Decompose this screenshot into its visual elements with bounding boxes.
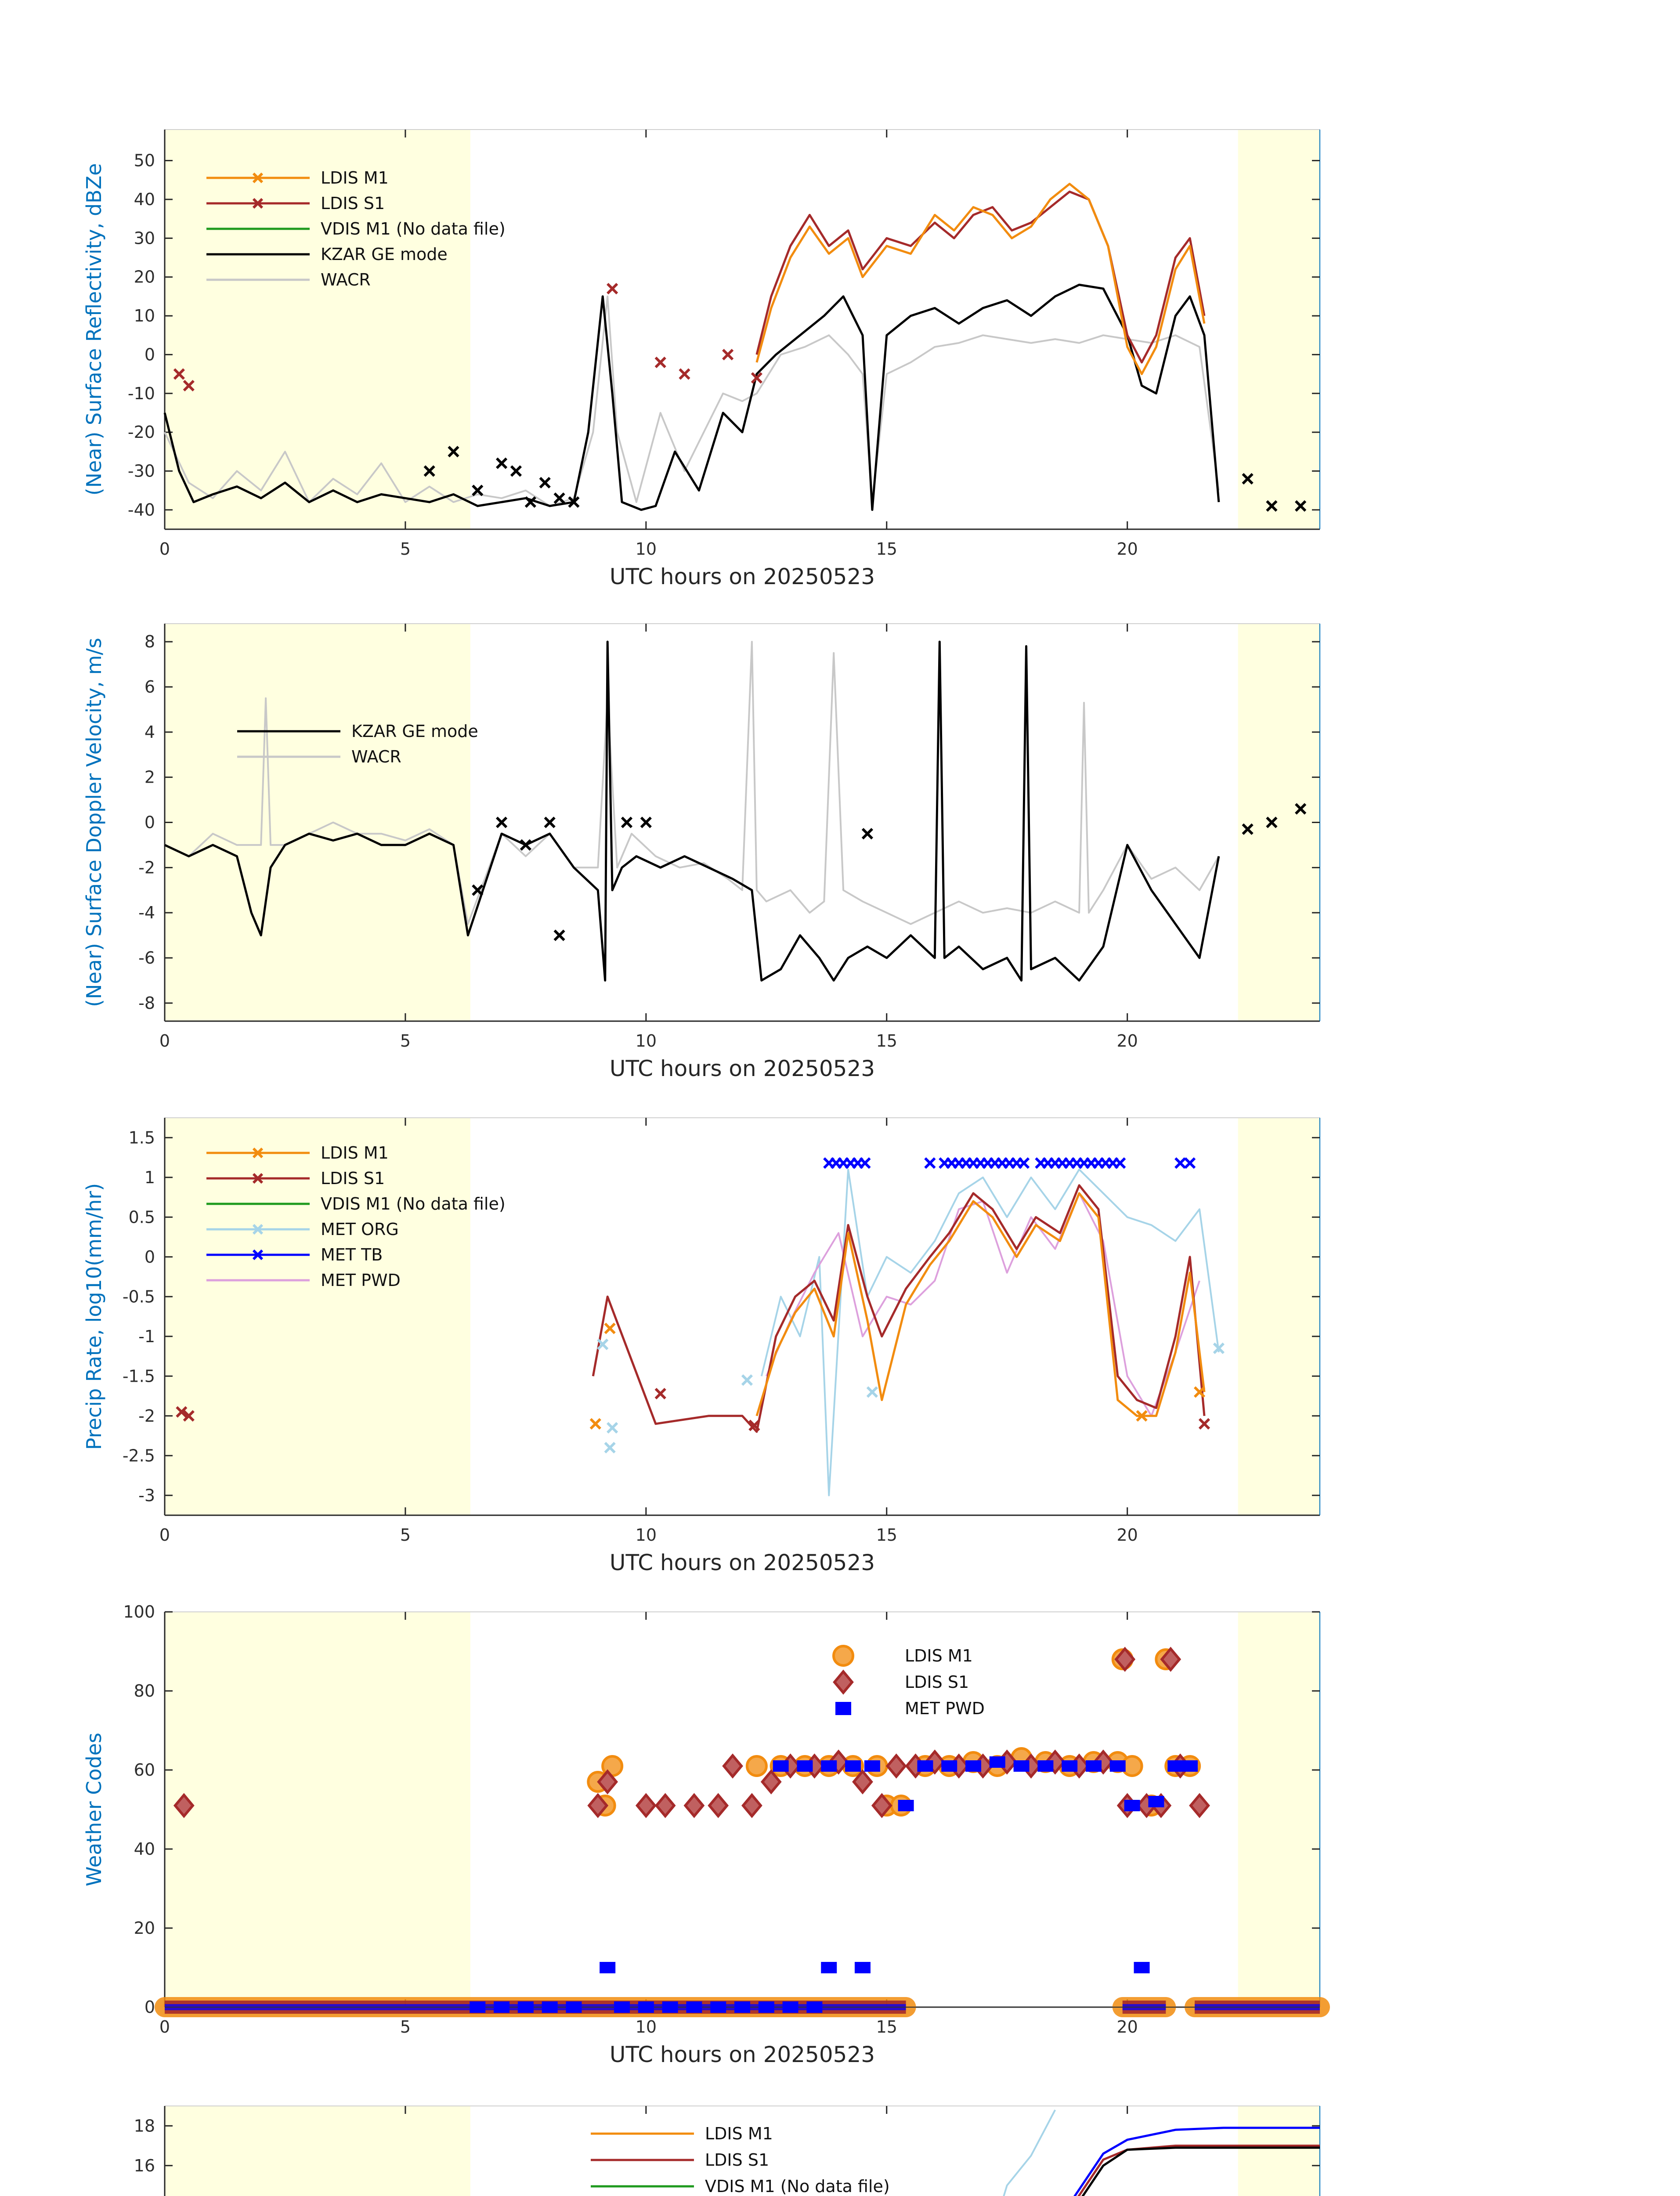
met-pwd-point (686, 2001, 702, 2013)
ldis-s1-marker (607, 284, 617, 293)
y-tick-label: -3 (138, 1485, 155, 1505)
legend-label: LDIS S1 (321, 194, 385, 213)
daylight-shade-2 (1238, 130, 1320, 529)
x-tick-label: 5 (400, 539, 411, 559)
x-tick-label: 20 (1116, 2017, 1138, 2037)
ldis-s1-point (724, 1755, 741, 1777)
kzar-marker (863, 829, 872, 838)
panel-2 (82, 624, 1320, 1081)
daylight-shade-2 (1238, 624, 1320, 1021)
met-org-marker (605, 1443, 615, 1452)
y-tick-label: 8 (144, 632, 155, 652)
y-tick-label: -10 (127, 383, 155, 403)
met-pwd-point (542, 2001, 558, 2013)
met-pwd-point (855, 1962, 871, 1973)
legend-label: VDIS M1 (No data file) (321, 219, 506, 238)
x-tick-label: 10 (635, 2017, 657, 2037)
x-axis-label: UTC hours on 20250523 (609, 1550, 875, 1575)
daylight-shade-1 (165, 130, 470, 529)
legend-label: KZAR GE mode (351, 722, 478, 741)
met-org-series-line (762, 1170, 1219, 1495)
y-axis-label: (Near) Surface Reflectivity, dBZe (82, 163, 106, 496)
y-axis-label: Weather Codes (82, 1732, 106, 1887)
met-tb-marker (1175, 1158, 1185, 1168)
x-tick-label: 5 (400, 1031, 411, 1051)
y-tick-label: 1 (144, 1167, 155, 1187)
met-org-marker (742, 1375, 752, 1385)
y-tick-label: 20 (134, 267, 155, 287)
x-tick-label: 0 (159, 1031, 170, 1051)
y-tick-label: 1.5 (128, 1128, 155, 1148)
kzar-marker (555, 931, 564, 940)
y-tick-label: -2 (138, 1406, 155, 1426)
met-pwd-point (759, 2001, 774, 2013)
legend-label: LDIS S1 (321, 1169, 385, 1188)
ldis-s1-marker (1199, 1419, 1209, 1429)
y-tick-label: -30 (127, 461, 155, 481)
x-tick-label: 15 (876, 1525, 897, 1545)
ldis-s1-point (888, 1755, 905, 1777)
ldis-s1-point (743, 1795, 761, 1816)
legend-label: LDIS M1 (321, 1143, 389, 1163)
y-tick-label: 18 (134, 2116, 155, 2136)
daylight-shade-1 (165, 1612, 470, 2007)
y-tick-label: -6 (138, 948, 155, 968)
legend-label: LDIS M1 (705, 2124, 773, 2143)
met-org-marker (867, 1387, 877, 1397)
daylight-shade-1 (165, 624, 470, 1021)
legend-label: WACR (321, 270, 371, 289)
legend-label: KZAR GE mode (321, 245, 448, 264)
met-tb-marker (1115, 1158, 1125, 1168)
ldis-s1-point (1191, 1795, 1208, 1816)
met-pwd-series-line (766, 1193, 1199, 1416)
legend-label: VDIS M1 (No data file) (705, 2177, 890, 2196)
y-tick-label: 50 (134, 151, 155, 170)
met-pwd-point (494, 2001, 509, 2013)
ldis-s1-marker (656, 358, 665, 367)
x-tick-label: 5 (400, 2017, 411, 2037)
met-pwd-point (1086, 1760, 1102, 1772)
met-pwd-point (917, 1760, 933, 1772)
legend-label: MET PWD (905, 1699, 985, 1718)
met-pwd-point (941, 1760, 957, 1772)
y-tick-label: 0 (144, 1997, 155, 2017)
legend-label: LDIS M1 (905, 1646, 973, 1665)
legend-swatch (835, 1702, 851, 1715)
y-tick-label: 40 (134, 190, 155, 209)
y-tick-label: 16 (134, 2156, 155, 2175)
met-pwd-point (773, 1760, 789, 1772)
panel-4 (82, 1602, 1320, 2067)
x-tick-label: 10 (635, 539, 657, 559)
x-tick-label: 20 (1116, 539, 1138, 559)
y-tick-label: -1.5 (122, 1366, 155, 1386)
y-axis-label: Precip Rate, log10(mm/hr) (82, 1183, 106, 1450)
x-tick-label: 15 (876, 2017, 897, 2037)
y-tick-label: -20 (127, 423, 155, 442)
x-axis-label: UTC hours on 20250523 (609, 564, 875, 589)
daylight-shade-2 (1238, 1118, 1320, 1515)
met-pwd-point (783, 2001, 798, 2013)
ldis-s1-marker (723, 350, 733, 359)
met-pwd-point (614, 2001, 630, 2013)
met-pwd-point (864, 1760, 880, 1772)
ldis-s1-point (709, 1795, 727, 1816)
kzar-marker (511, 466, 521, 476)
met-tb-marker (1019, 1158, 1029, 1168)
x-tick-label: 15 (876, 539, 897, 559)
met-pwd-point (600, 1962, 615, 1973)
daylight-shade-2 (1238, 2106, 1320, 2196)
kzar-marker (540, 478, 550, 488)
y-tick-label: -2.5 (122, 1446, 155, 1466)
kzar-marker (622, 818, 632, 827)
met-pwd-point (990, 1756, 1005, 1768)
legend-label: MET PWD (321, 1271, 401, 1290)
met-pwd-point (1148, 1796, 1164, 1807)
y-tick-label: 0.5 (128, 1207, 155, 1227)
met-pwd-point (662, 2001, 678, 2013)
legend-label: MET TB (321, 1245, 383, 1264)
x-tick-label: 20 (1116, 1031, 1138, 1051)
met-pwd-point (1124, 1800, 1140, 1811)
x-tick-label: 0 (159, 1525, 170, 1545)
y-tick-label: 0 (144, 345, 155, 365)
met-tb-marker (925, 1158, 935, 1168)
kzar-marker (521, 840, 531, 850)
met-pwd-point (965, 1760, 981, 1772)
y-tick-label: 2 (144, 767, 155, 787)
ldis-m1-marker (591, 1419, 600, 1429)
met-pwd-point (470, 2001, 485, 2013)
ldis-s1-marker (656, 1389, 665, 1398)
x-tick-label: 10 (635, 1525, 657, 1545)
met-tb-marker (860, 1158, 870, 1168)
y-tick-label: 100 (123, 1602, 155, 1622)
x-tick-label: 15 (876, 1031, 897, 1051)
y-tick-label: -8 (138, 993, 155, 1013)
y-tick-label: 0 (144, 813, 155, 832)
met-pwd-point (845, 1760, 861, 1772)
kzar-marker (497, 818, 506, 827)
met-pwd-point (797, 1760, 813, 1772)
met-tb-marker (1185, 1158, 1195, 1168)
legend-label: LDIS S1 (905, 1672, 969, 1692)
legend-label: MET ORG (321, 1220, 399, 1239)
y-tick-label: -4 (138, 903, 155, 923)
legend-label: LDIS M1 (321, 168, 389, 188)
x-axis-label: UTC hours on 20250523 (609, 1056, 875, 1081)
ldis-m1-marker (605, 1324, 615, 1333)
met-pwd-point (898, 1800, 914, 1811)
met-pwd-point (1182, 1760, 1198, 1772)
x-tick-label: 0 (159, 2017, 170, 2037)
met-pwd-point (638, 2001, 654, 2013)
panel-5 (82, 2106, 1320, 2196)
ldis-s1-point (657, 1795, 674, 1816)
y-tick-label: 10 (134, 306, 155, 326)
y-tick-label: 0 (144, 1247, 155, 1267)
legend (834, 1646, 985, 1718)
x-tick-label: 20 (1116, 1525, 1138, 1545)
met-pwd-point (1014, 1760, 1030, 1772)
legend (591, 2124, 890, 2196)
met-org-marker (607, 1423, 617, 1433)
panel-3 (82, 1118, 1320, 1575)
kzar-marker (641, 818, 651, 827)
x-tick-label: 0 (159, 539, 170, 559)
x-tick-label: 10 (635, 1031, 657, 1051)
met-pwd-point (821, 1760, 837, 1772)
met-pwd-point (1134, 1962, 1150, 1973)
daylight-shade-2 (1238, 1612, 1320, 2007)
y-tick-label: 4 (144, 722, 155, 742)
ldis-s1-point (685, 1795, 703, 1816)
legend-label: VDIS M1 (No data file) (321, 1194, 506, 1214)
met-pwd-point (734, 2001, 750, 2013)
kzar-marker (545, 818, 555, 827)
y-tick-label: -40 (127, 500, 155, 520)
ldis-m1-point (747, 1756, 766, 1776)
y-tick-label: 60 (134, 1760, 155, 1780)
met-pwd-point (821, 1962, 837, 1973)
y-tick-label: 6 (144, 677, 155, 697)
met-pwd-point (1167, 1760, 1183, 1772)
x-tick-label: 5 (400, 1525, 411, 1545)
legend-swatch (834, 1646, 853, 1665)
panel-1 (82, 130, 1320, 589)
daylight-shade-1 (165, 2106, 470, 2196)
kzar-marker (497, 459, 506, 468)
met-pwd-point (1037, 1760, 1053, 1772)
met-pwd-point (1110, 1760, 1126, 1772)
met-pwd-point (1062, 1760, 1077, 1772)
y-axis-label: (Near) Surface Doppler Velocity, m/s (82, 638, 106, 1007)
y-tick-label: -0.5 (122, 1287, 155, 1307)
x-axis-label: UTC hours on 20250523 (609, 2042, 875, 2067)
legend-label: LDIS S1 (705, 2150, 770, 2170)
y-tick-label: 40 (134, 1839, 155, 1859)
legend-label: WACR (351, 747, 401, 766)
y-tick-label: 80 (134, 1681, 155, 1701)
ldis-s1-series-line (593, 1185, 1204, 1432)
met-pwd-point (566, 2001, 582, 2013)
y-tick-label: 20 (134, 1918, 155, 1938)
y-tick-label: -1 (138, 1326, 155, 1346)
legend-swatch (835, 1672, 852, 1693)
ldis-s1-marker (680, 369, 690, 379)
kzar-marker (555, 493, 564, 503)
met-pwd-point (518, 2001, 534, 2013)
ldis-s1-point (637, 1795, 655, 1816)
met-pwd-point (806, 2001, 822, 2013)
y-tick-label: 30 (134, 228, 155, 248)
met-pwd-point (710, 2001, 726, 2013)
y-tick-label: -2 (138, 858, 155, 878)
